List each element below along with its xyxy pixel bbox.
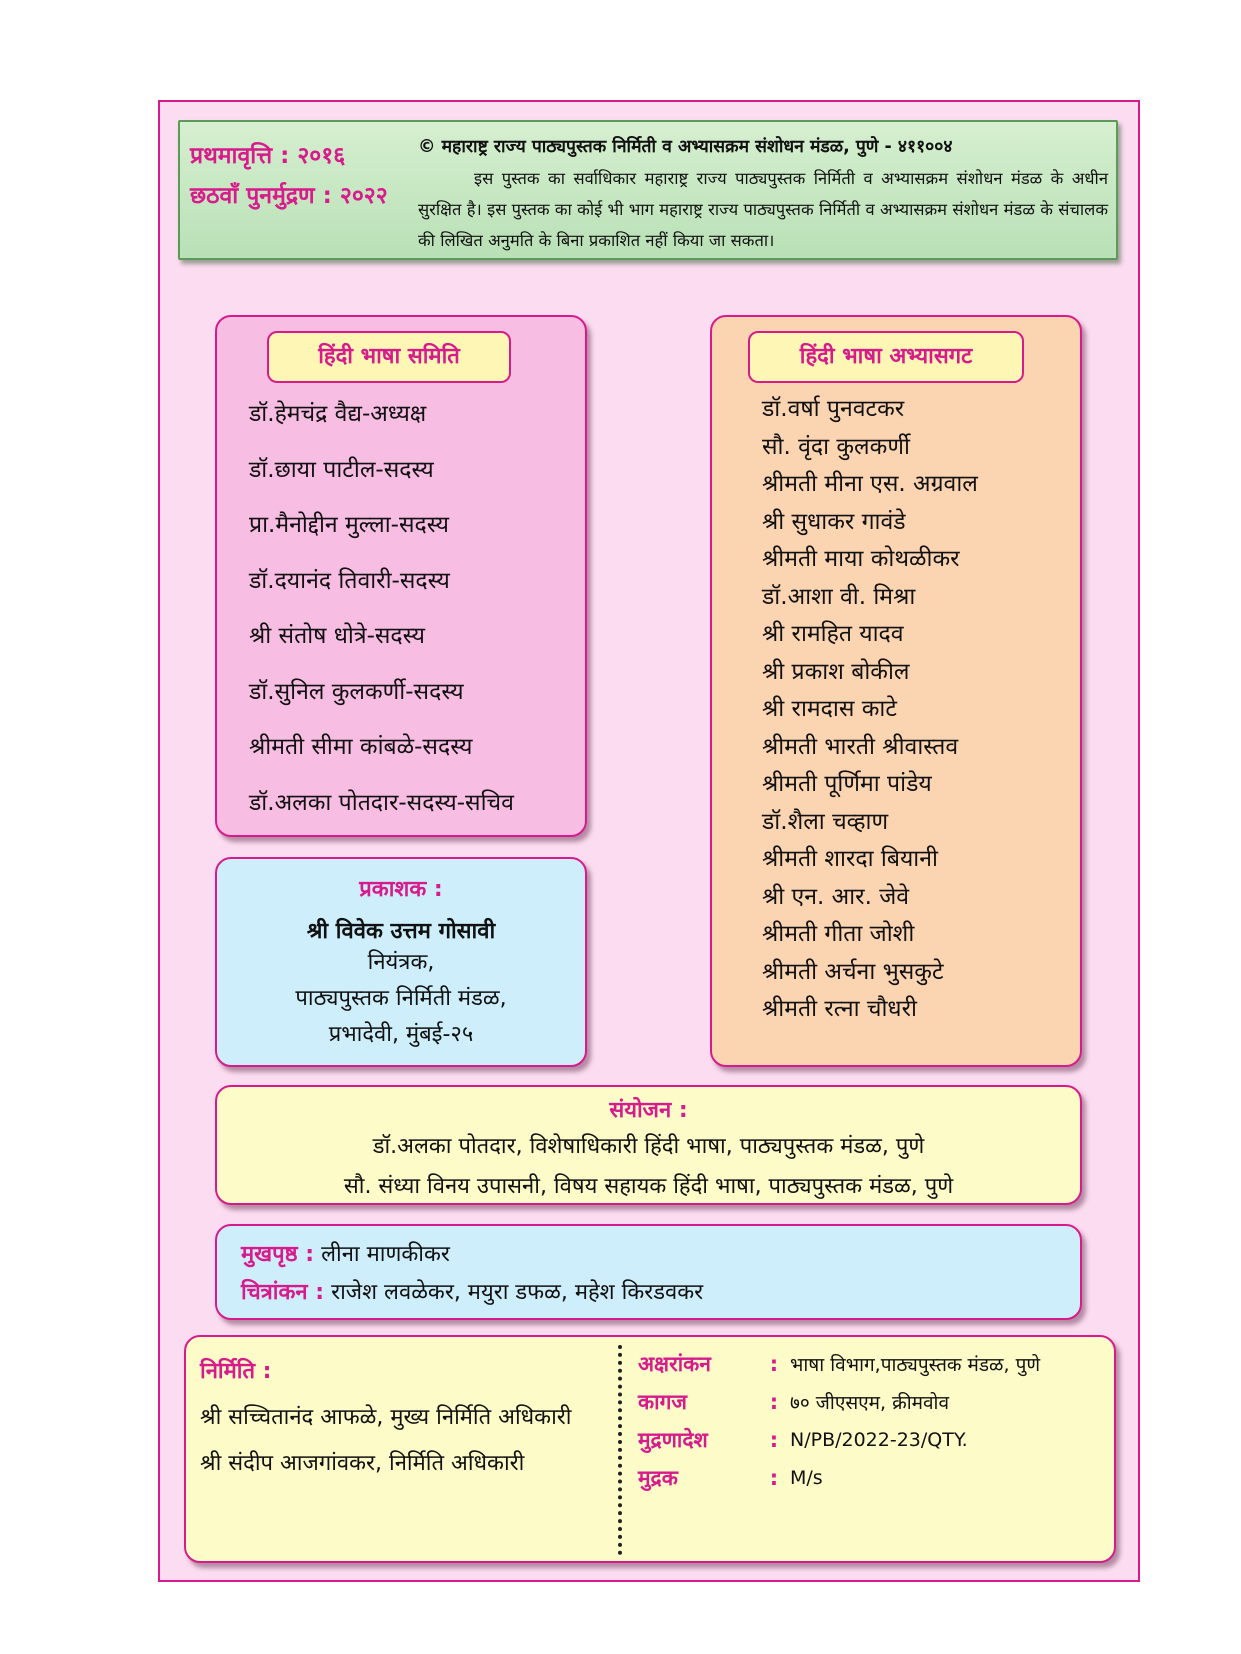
illustration-credit (241, 1274, 1080, 1312)
samiti-member: श्री संतोष धोत्रे-सदस्य (249, 623, 425, 649)
detail-key: मुद्रक (638, 1466, 678, 1490)
abhyasgat-member: श्री एन. आर. जेवे (762, 883, 910, 910)
coordinator-1: डॉ.अलका पोतदार, विशेषाधिकारी हिंदी भाषा, पाठ्यपुस्तक मंडळ, पुणे (372, 1134, 925, 1159)
publisher-name: श्री विवेक उत्तम गोसावी (306, 919, 496, 944)
abhyasgat-member: श्रीमती रत्ना चौधरी (762, 996, 917, 1022)
copyright-header (178, 120, 1118, 260)
abhyasgat-member: श्री रामहित यादव (762, 621, 904, 647)
samiti-member: डॉ.हेमचंद्र वैद्य-अध्यक्ष (249, 401, 427, 427)
copyright-title: © महाराष्ट्र राज्य पाठ्यपुस्तक निर्मिती व अभ्यासक्रम संशोधन मंडळ, पुणे - ४११००४ (418, 137, 953, 157)
abhyasgat-title: हिंदी भाषा अभ्यासगट (748, 331, 1024, 383)
abhyasgat-member: श्री प्रकाश बोकील (762, 658, 910, 685)
dotted-divider (618, 1345, 622, 1555)
abhyasgat-member: श्रीमती भारती श्रीवास्तव (762, 733, 959, 760)
illustration-label: चित्रांकन : (241, 1280, 325, 1305)
samiti-member: डॉ.छाया पाटील-सदस्य (249, 456, 434, 483)
abhyasgat-member: श्रीमती मीना एस. अग्रवाल (762, 471, 978, 497)
abhyasgat-member: श्री सुधाकर गावंडे (762, 508, 906, 535)
samiti-member: प्रा.मैनोद्दीन मुल्ला-सदस्य (249, 512, 450, 538)
reprint-edition: छठवाँ पुनर्मुद्रण : २०२२ (190, 183, 388, 209)
abhyasgat-member-list (762, 391, 978, 1029)
cover-label: मुखपृष्ठ : (241, 1242, 315, 1267)
abhyasgat-member: श्रीमती गीता जोशी (762, 921, 915, 947)
abhyasgat-member: डॉ.वर्षा पुनवटकर (762, 396, 905, 422)
cover-value: लीना माणकीकर (321, 1242, 450, 1267)
publisher-box (215, 857, 587, 1067)
production-detail-row (638, 1459, 1040, 1497)
abhyasgat-member: श्रीमती अर्चना भुसकुटे (762, 958, 944, 985)
publisher-label: प्रकाशक : (359, 877, 443, 902)
samiti-member: डॉ.दयानंद तिवारी-सदस्य (249, 567, 450, 594)
copyright-notice (418, 132, 1108, 256)
production-detail-row (638, 1421, 1040, 1459)
samiti-member: श्रीमती सीमा कांबळे-सदस्य (249, 734, 473, 760)
coordination-box (215, 1085, 1082, 1205)
detail-value: M/s (790, 1467, 823, 1489)
production-details (638, 1345, 1040, 1497)
production-officer-2: श्री संदीप आजगांवकर, निर्मिति अधिकारी (200, 1451, 525, 1476)
production-detail-row (638, 1383, 1040, 1421)
abhyasgat-member: श्रीमती शारदा बियानी (762, 846, 938, 872)
abhyasgat-member: सौ. वृंदा कुलकर्णी (762, 433, 910, 460)
cover-illustration-box (215, 1224, 1082, 1320)
first-edition: प्रथमावृत्ति : २०१६ (190, 143, 346, 169)
publisher-address: प्रभादेवी, मुंबई-२५ (328, 1022, 474, 1047)
abhyasgat-member: श्री रामदास काटे (762, 696, 897, 722)
illustration-value: राजेश लवळेकर, मयुरा डफळ, महेश किरडवकर (331, 1280, 704, 1305)
copyright-body: इस पुस्तक का सर्वाधिकार महाराष्ट्र राज्य पाठ्यपुस्तक निर्मिती व अभ्यासक्रम संशोधन मंडळ के अधीन सुरक्षित है। इस पुस्तक का कोई भी भाग महाराष्ट्र राज्य पाठ्यपुस्तक निर्मिती व अभ्यासक्रम संशोधन मंडळ के संचालक की लिखित अनुमति के बिना प्रकाशित नहीं किया जा सकता। (418, 169, 1108, 250)
detail-key: अक्षरांकन (638, 1352, 711, 1376)
production-officer-1: श्री सच्चितानंद आफळे, मुख्य निर्मिति अधिकारी (200, 1405, 572, 1430)
detail-key: मुद्रणादेश (638, 1428, 708, 1452)
abhyasgat-member: डॉ.शैला चव्हाण (762, 808, 889, 835)
samiti-member: डॉ.सुनिल कुलकर्णी-सदस्य (249, 678, 464, 705)
production-box (184, 1335, 1116, 1563)
abhyasgat-member: श्रीमती माया कोथळीकर (762, 546, 960, 572)
detail-value: ७० जीएसएम, क्रीमवोव (790, 1392, 950, 1414)
detail-colon: : (769, 1428, 779, 1452)
publisher-organization: पाठ्यपुस्तक निर्मिती मंडळ, (295, 986, 507, 1011)
production-staff (200, 1349, 571, 1487)
detail-colon: : (769, 1466, 779, 1490)
detail-value: भाषा विभाग,पाठ्यपुस्तक मंडळ, पुणे (790, 1354, 1041, 1376)
samiti-member-list (249, 387, 514, 831)
detail-colon: : (769, 1390, 779, 1414)
publisher-designation: नियंत्रक, (367, 950, 435, 975)
samiti-title: हिंदी भाषा समिति (267, 331, 511, 383)
coordination-label: संयोजन : (609, 1098, 688, 1123)
samiti-member: डॉ.अलका पोतदार-सदस्य-सचिव (249, 789, 514, 816)
abhyasgat-member: डॉ.आशा वी. मिश्रा (762, 583, 916, 610)
edition-info (190, 136, 388, 216)
production-label: निर्मिति : (200, 1359, 272, 1384)
production-detail-row (638, 1345, 1040, 1383)
detail-value: N/PB/2022-23/QTY. (790, 1429, 968, 1451)
hindi-bhasha-abhyasgat-box (710, 315, 1082, 1067)
detail-key: कागज (638, 1390, 687, 1414)
imprint-page (158, 100, 1140, 1582)
coordinator-2: सौ. संध्या विनय उपासनी, विषय सहायक हिंदी भाषा, पाठ्यपुस्तक मंडळ, पुणे (343, 1174, 954, 1199)
hindi-bhasha-samiti-box (215, 315, 587, 837)
abhyasgat-member: श्रीमती पूर्णिमा पांडेय (762, 771, 932, 797)
cover-credit (241, 1236, 1080, 1274)
detail-colon: : (769, 1352, 779, 1376)
